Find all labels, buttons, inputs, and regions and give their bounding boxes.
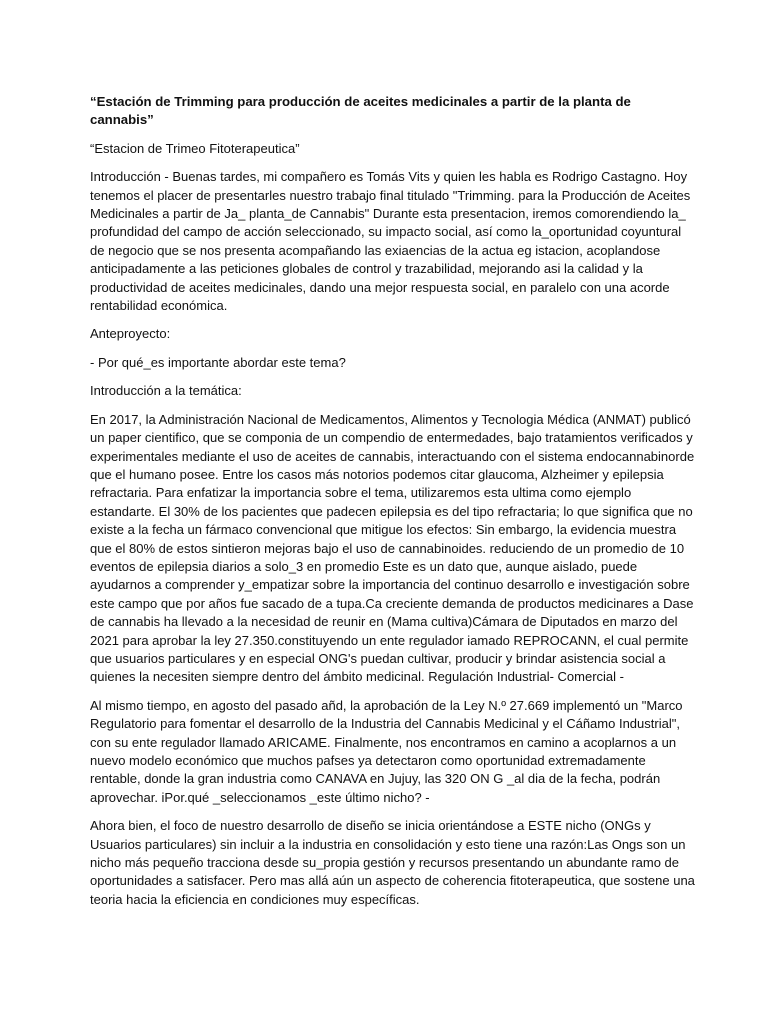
paragraph-ley: Al mismo tiempo, en agosto del pasado añd, la aprobación de la Ley N.º 27.669 implementó un "Marco Regulatorio para fomentar el desarrollo de la Industria del Cannabis Medicinal y el Cáñamo Industrial", con su ente regulador llamado ARICAME. Finalmente, nos encontramos en camino a acoplarnos a un nuevo modelo económico que muchos pafses ya detectaron como oportunidad extremadamente rentable, donde la gran industria como CANAVA en Jujuy, las 320 ON G _al dia de la fecha, podrán aprovechar. iPor.qué _seleccionamos _este último nicho? - bbox=[90, 697, 683, 805]
document-subtitle: “Estacion de Trimeo Fitoterapeutica” bbox=[90, 140, 300, 156]
intro-tematica-heading: Introducción a la temática: bbox=[90, 383, 242, 399]
question-line: - Por qué_es importante abordar este tema? bbox=[90, 354, 346, 370]
paragraph-2017: En 2017, la Administración Nacional de Medicamentos, Alimentos y Tecnologia Médica (ANMAT) publicó un paper cientifico, que se componia de un compendio de entermedades, bajo tratamientos verificados y experimentales mediante el uso de aceites de cannabis, interactuando con el sistema endocannabinorde que el humano posee. Entre los casos más notorios podemos citar glaucoma, Alzheimer y epilepsia refractaria. Para enfatizar la importancia sobre el tema, utilizaremos esta ultima como ejemplo estandarte. El 30% de los pacientes que padecen epilepsia es del tipo refractaria; lo que significa que no existe a la fecha un fármaco convencional que mitigue los efectos: Sin embargo, la evidencia muestra que el 80% de estos sintieron mejoras bajo el uso de cannabinoides. reduciendo de un promedio de 10 eventos de epilepsia diarios a solo_3 en promedio Este es un dato que, aunque aislado, puede ayudarnos a comprender y_empatizar sobre la importancia del continuo desarrollo e investigación sobre este campo que por años fue sacado de a tupa.Ca creciente demanda de productos medicinares a Dase de cannabis ha llevado a la necesidad de reunir en (Mama cultiva)Cámara de Diputados en marzo del 2021 para aprobar la ley 27.350.constituyendo un ente regulador iamado REPROCANN, el cual permite que usuarios particulares y en especial ONG's puedan cultivar, producir y brindar asistencia social a quienes la necesiten siempre dentro del ámbito medicinal. Regulación Industrial- Comercial - bbox=[90, 411, 695, 685]
intro-paragraph: Introducción - Buenas tardes, mi compañero es Tomás Vits y quien les habla es Rodrigo Castagno. Hoy tenemos el placer de presentarles nuestro trabajo final titulado "Trimming. para la Producción de Aceites Medicinales a partir de Ja_ planta_de Cannabis" Durante esta presentacion, iremos comorendiendo la_ profundidad del campo de acción seleccionado, su impacto social, así como la_oportunidad coyuntural de negocio que se nos presenta acompañando las exiaencias de la actua eg istacion, acoplandose anticipadamente a las peticiones globales de control y trazabilidad, mejorando asi la calidad y la productividad de aceites medicinales, dando una mejor respuesta social, en paralelo con una acorde rentabilidad económica. bbox=[90, 169, 691, 314]
anteproyecto-heading: Anteproyecto: bbox=[90, 326, 171, 342]
paragraph-foco: Ahora bien, el foco de nuestro desarrollo de diseño se inicia orientándose a ESTE nicho (ONGs y Usuarios particulares) sin incluir a la industria en consolidación y esto tiene una razón:Las Ongs son un nicho más pequeño tracciona desde su_propia gestión y recursos presentando un abundante ramo de oportunidades a satisfacer. Pero mas allá aún un aspecto de coherencia fitoterapeutica, que sostene una teoria hacia la eficiencia en condiciones muy específicas. bbox=[90, 818, 695, 907]
document-title: “Estación de Trimming para producción de aceites medicinales a partir de la planta de cannabis” bbox=[90, 94, 631, 128]
